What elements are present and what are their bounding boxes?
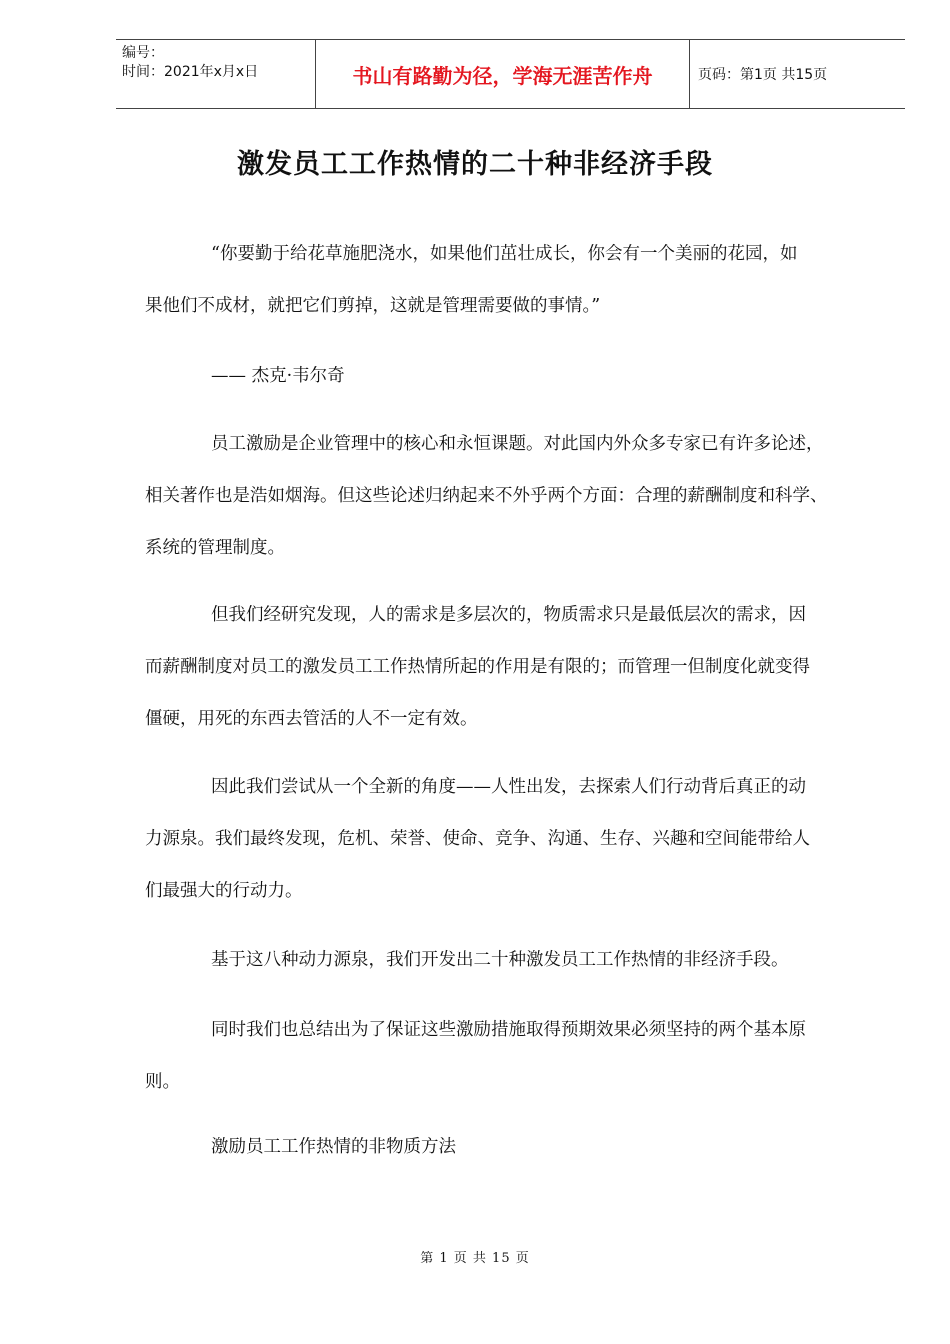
body-paragraph <box>145 430 890 586</box>
paragraph-line: 同时我们也总结出为了保证这些激励措施取得预期效果必须坚持的两个基本原 <box>211 1020 806 1040</box>
paragraph-line: 因此我们尝试从一个全新的角度——人性出发，去探索人们行动背后真正的动 <box>211 777 806 797</box>
paragraph-line: 力源泉。我们最终发现，危机、荣誉、使命、竞争、沟通、生存、兴趣和空间能带给人 <box>145 829 810 849</box>
paragraph-line: 基于这八种动力源泉，我们开发出二十种激发员工工作热情的非经济手段。 <box>211 950 789 970</box>
header-motto-cell <box>316 40 690 108</box>
quote-paragraph <box>145 240 890 344</box>
paragraph-line: 而薪酬制度对员工的激发员工工作热情所起的作用是有限的；而管理一但制度化就变得 <box>145 657 810 677</box>
body-paragraph <box>145 946 890 998</box>
paragraph-line: “你要勤于给花草施肥浇水，如果他们茁壮成长，你会有一个美丽的花园，如 <box>211 244 798 264</box>
document-title: 激发员工工作热情的二十种非经济手段 <box>237 149 713 180</box>
page-footer: 第 1 页 共 15 页 <box>420 1251 530 1266</box>
paragraph-line: 员工激励是企业管理中的核心和永恒课题。对此国内外众多专家已有许多论述， <box>211 434 824 454</box>
body-paragraph <box>145 773 890 929</box>
paragraph-line: —— 杰克·韦尔奇 <box>211 366 345 386</box>
time-label: 时间：2021年x月x日 <box>122 64 259 80</box>
paragraph-line: 则。 <box>145 1072 180 1092</box>
section-heading <box>145 1133 890 1185</box>
paragraph-line: 们最强大的行动力。 <box>145 881 303 901</box>
paragraph-line: 相关著作也是浩如烟海。但这些论述归纳起来不外乎两个方面：合理的薪酬制度和科学、 <box>145 486 828 506</box>
page-header <box>116 39 905 109</box>
body-paragraph <box>145 1016 890 1120</box>
quote-attribution <box>145 362 890 414</box>
paragraph-line: 但我们经研究发现，人的需求是多层次的，物质需求只是最低层次的需求，因 <box>211 605 806 625</box>
header-page-info: 页码：第1页 共15页 <box>698 67 828 83</box>
paragraph-line: 果他们不成材，就把它们剪掉，这就是管理需要做的事情。” <box>145 296 601 316</box>
paragraph-line: 僵硬，用死的东西去管活的人不一定有效。 <box>145 709 478 729</box>
paragraph-line: 系统的管理制度。 <box>145 538 285 558</box>
body-paragraph <box>145 601 890 757</box>
serial-label: 编号： <box>122 45 164 61</box>
header-meta <box>116 40 316 108</box>
paragraph-line: 激励员工工作热情的非物质方法 <box>211 1137 456 1157</box>
header-motto: 书山有路勤为径，学海无涯苦作舟 <box>352 63 653 88</box>
header-page-info-cell <box>690 40 905 108</box>
